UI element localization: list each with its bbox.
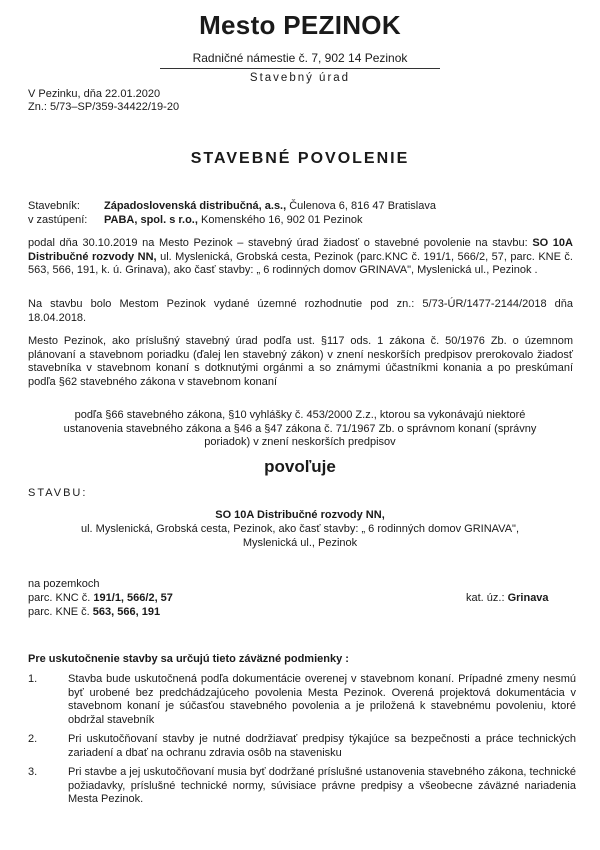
representative-name: PABA, spol. s r.o., xyxy=(104,214,198,226)
page-title: Mesto PEZINOK xyxy=(199,10,401,40)
applicant xyxy=(104,200,436,212)
applicant-address: Čulenova 6, 816 47 Bratislava xyxy=(286,200,436,212)
knc-prefix: parc. KNC č. xyxy=(28,592,94,604)
representative-label: v zastúpení: xyxy=(28,214,88,226)
conditions-heading: Pre uskutočnenie stavby sa určujú tieto záväzné podmienky : xyxy=(28,653,349,665)
conditions-list xyxy=(28,673,576,813)
place-date: V Pezinku, dňa 22.01.2020 xyxy=(28,88,161,100)
kne-values: 563, 566, 191 xyxy=(92,606,161,618)
document-title: STAVEBNÉ POVOLENIE xyxy=(190,150,410,167)
condition-number: 3. xyxy=(28,766,38,778)
office-name: Stavebný úrad xyxy=(249,72,351,84)
reference-number: Zn.: 5/73–SP/359-34422/19-20 xyxy=(28,101,180,113)
parcels-kne xyxy=(28,606,160,618)
applicant-name: Západoslovenská distribučná, a.s., xyxy=(104,200,287,212)
intro-building-name: SO 10A Distribučné rozvody NN, xyxy=(28,237,573,263)
applicant-label: Stavebník: xyxy=(28,200,80,212)
procedure-paragraph: Mesto Pezinok, ako príslušný stavebný úrad podľa ust. §117 ods. 1 zákona č. 50/1976 Zb. o územnom plánovaní a stavebnom poriadku (ďalej len stavebný zákon) v znení neskorších predpisov prerokovalo žiadosť stavebníka v stavebnom konaní s dotknutými orgánmi a so známymi účastníkmi konania a po preskúmaní podľa §62 stavebného zákona v stavebnom konaní xyxy=(28,335,573,388)
knc-values: 191/1, 566/2, 57 xyxy=(93,592,173,604)
condition-item xyxy=(28,733,576,760)
condition-number: 1. xyxy=(28,673,38,685)
cadastre-prefix: kat. úz.: xyxy=(466,592,508,604)
parcels-knc xyxy=(28,592,173,604)
cadastre-value: Grinava xyxy=(507,592,549,604)
condition-item xyxy=(28,673,576,727)
condition-number: 2. xyxy=(28,733,38,745)
cadastre xyxy=(466,592,549,604)
condition-text: Pri uskutočňovaní stavby je nutné dodržiavať predpisy týkajúce sa bezpečnosti a práce technických zariadení a dbať na ochranu zdravia osôb na stavenisku xyxy=(68,733,576,759)
intro-pre: podal dňa 30.10.2019 na Mesto Pezinok – stavebný úrad žiadosť o stavebné povolenie na stavbu: xyxy=(28,237,533,249)
condition-item xyxy=(28,766,576,807)
building-name: SO 10A Distribučné rozvody NN, xyxy=(215,509,385,521)
representative-address: Komenského 16, 902 01 Pezinok xyxy=(197,214,363,226)
condition-text: Stavba bude uskutočnená podľa dokumentácie overenej v stavebnom konaní. Prípadné zmeny nesmú byť urobené bez predchádzajúceho povolenia Mesta Pezinok. Overená projektová dokumentácia v stavebnom konaní je súčasťou stavebného povolenia a je priložená k stavebnému povoleniu, ktoré obdržal stavebník xyxy=(68,673,576,726)
building-location: ul. Myslenická, Grobská cesta, Pezinok, ako časť stavby: „ 6 rodinných domov GRINAVA", xyxy=(80,523,520,535)
building-street: Myslenická ul., Pezinok xyxy=(242,537,358,549)
parcels-label: na pozemkoch xyxy=(28,578,100,590)
zoning-paragraph: Na stavbu bolo Mestom Pezinok vydané územné rozhodnutie pod zn.: 5/73-ÚR/1477-2144/2018 dňa 18.04.2018. xyxy=(28,298,573,324)
legal-basis-paragraph: podľa §66 stavebného zákona, §10 vyhlášky č. 453/2000 Z.z., ktorou sa vykonávajú niektoré ustanovenia stavebného zákona a §46 a §47 zákona č. 71/1967 Zb. o správnom konaní (správny poriadok) v znení neskorších predpisov xyxy=(63,409,537,448)
intro-post: ul. Myslenická, Grobská cesta, Pezinok (parc.KNC č. 191/1, 566/2, 57, parc. KNE č. 563, 566, 191, k. ú. Grinava), ako časť stavby: „ 6 rodinných domov GRINAVA", Myslenická ul., Pezinok . xyxy=(28,250,573,276)
decision-verb: povoľuje xyxy=(264,457,336,476)
stavbu-label: STAVBU: xyxy=(28,487,88,499)
condition-text: Pri stavbe a jej uskutočňovaní musia byť dodržané príslušné ustanovenia stavebného zákona, technické požiadavky, príslušné technické normy, súvisiace právne predpisy a všeobecne záväzné nariadenia Mesta Pezinok. xyxy=(68,766,576,805)
header-divider xyxy=(160,68,440,69)
intro-paragraph xyxy=(28,237,573,278)
office-address: Radničné námestie č. 7, 902 14 Pezinok xyxy=(192,51,408,65)
kne-prefix: parc. KNE č. xyxy=(28,606,93,618)
representative xyxy=(104,214,362,226)
